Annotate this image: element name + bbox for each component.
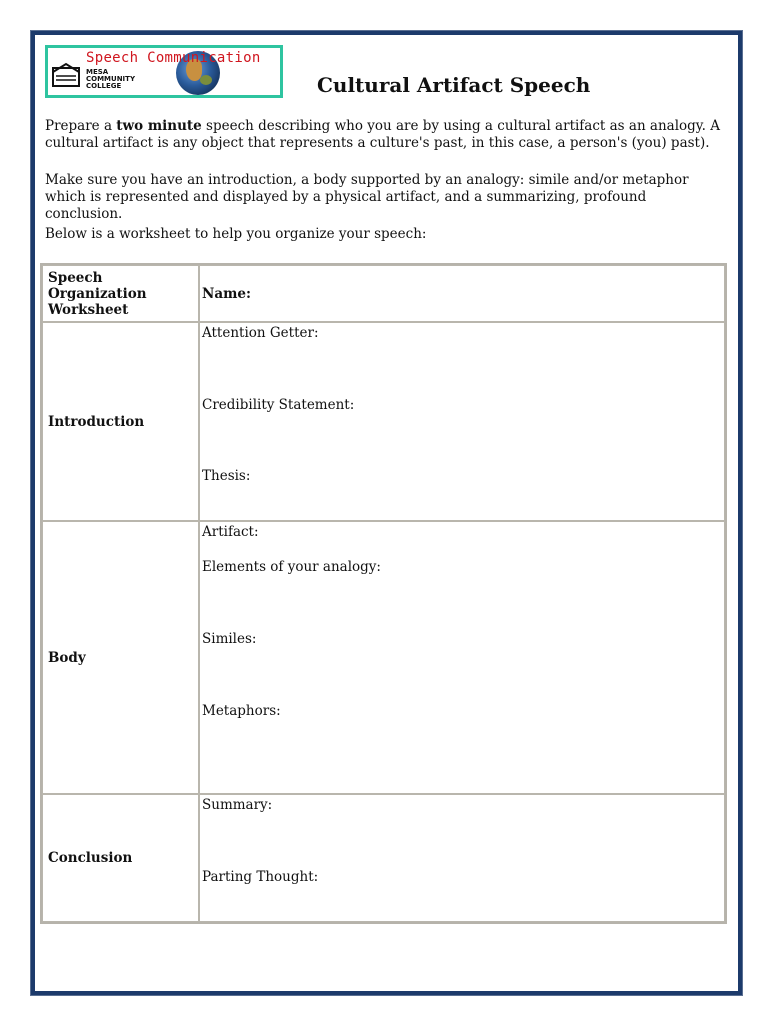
worksheet-header-row [42, 265, 725, 322]
document-title: Cultural Artifact Speech [317, 73, 591, 97]
speech-organization-worksheet [40, 263, 727, 924]
conclusion-row [42, 794, 725, 922]
logo-title: Speech Communication [86, 50, 261, 66]
similes-label: Similes: [202, 631, 257, 647]
body-label: Body [42, 521, 199, 794]
artifact-label: Artifact: [202, 524, 259, 540]
conclusion-content[interactable] [199, 794, 725, 922]
intro-paragraph: Prepare a two minute speech describing who you are by using a cultural artifact as an analogy. A cultural artifact is any object that represents a culture's past, in this case, a person's (you) past). [45, 118, 720, 151]
metaphors-label: Metaphors: [202, 703, 281, 719]
credibility-statement-label: Credibility Statement: [202, 397, 355, 413]
introduction-content[interactable] [199, 322, 725, 521]
worksheet-lead: Below is a worksheet to help you organize your speech: [45, 226, 427, 242]
conclusion-label: Conclusion [42, 794, 199, 922]
body-row [42, 521, 725, 794]
parting-thought-label: Parting Thought: [202, 869, 319, 885]
introduction-row [42, 322, 725, 521]
attention-getter-label: Attention Getter: [202, 325, 319, 341]
college-logo-icon [52, 60, 80, 88]
name-field[interactable]: Name: [199, 265, 725, 322]
summary-label: Summary: [202, 797, 273, 813]
speech-communication-logo [45, 45, 283, 98]
intro-bold-phrase: two minute [116, 118, 202, 134]
body-content[interactable] [199, 521, 725, 794]
logo-college-name: MESA COMMUNITY COLLEGE [86, 68, 136, 90]
introduction-label: Introduction [42, 322, 199, 521]
instructions-paragraph: Make sure you have an introduction, a body supported by an analogy: simile and/or metaphor which is represented and displayed by a physical artifact, and a summarizing, profound conclusion. [45, 172, 689, 222]
thesis-label: Thesis: [202, 468, 251, 484]
analogy-elements-label: Elements of your analogy: [202, 559, 381, 575]
worksheet-header-label: Speech Organization Worksheet [42, 265, 199, 322]
